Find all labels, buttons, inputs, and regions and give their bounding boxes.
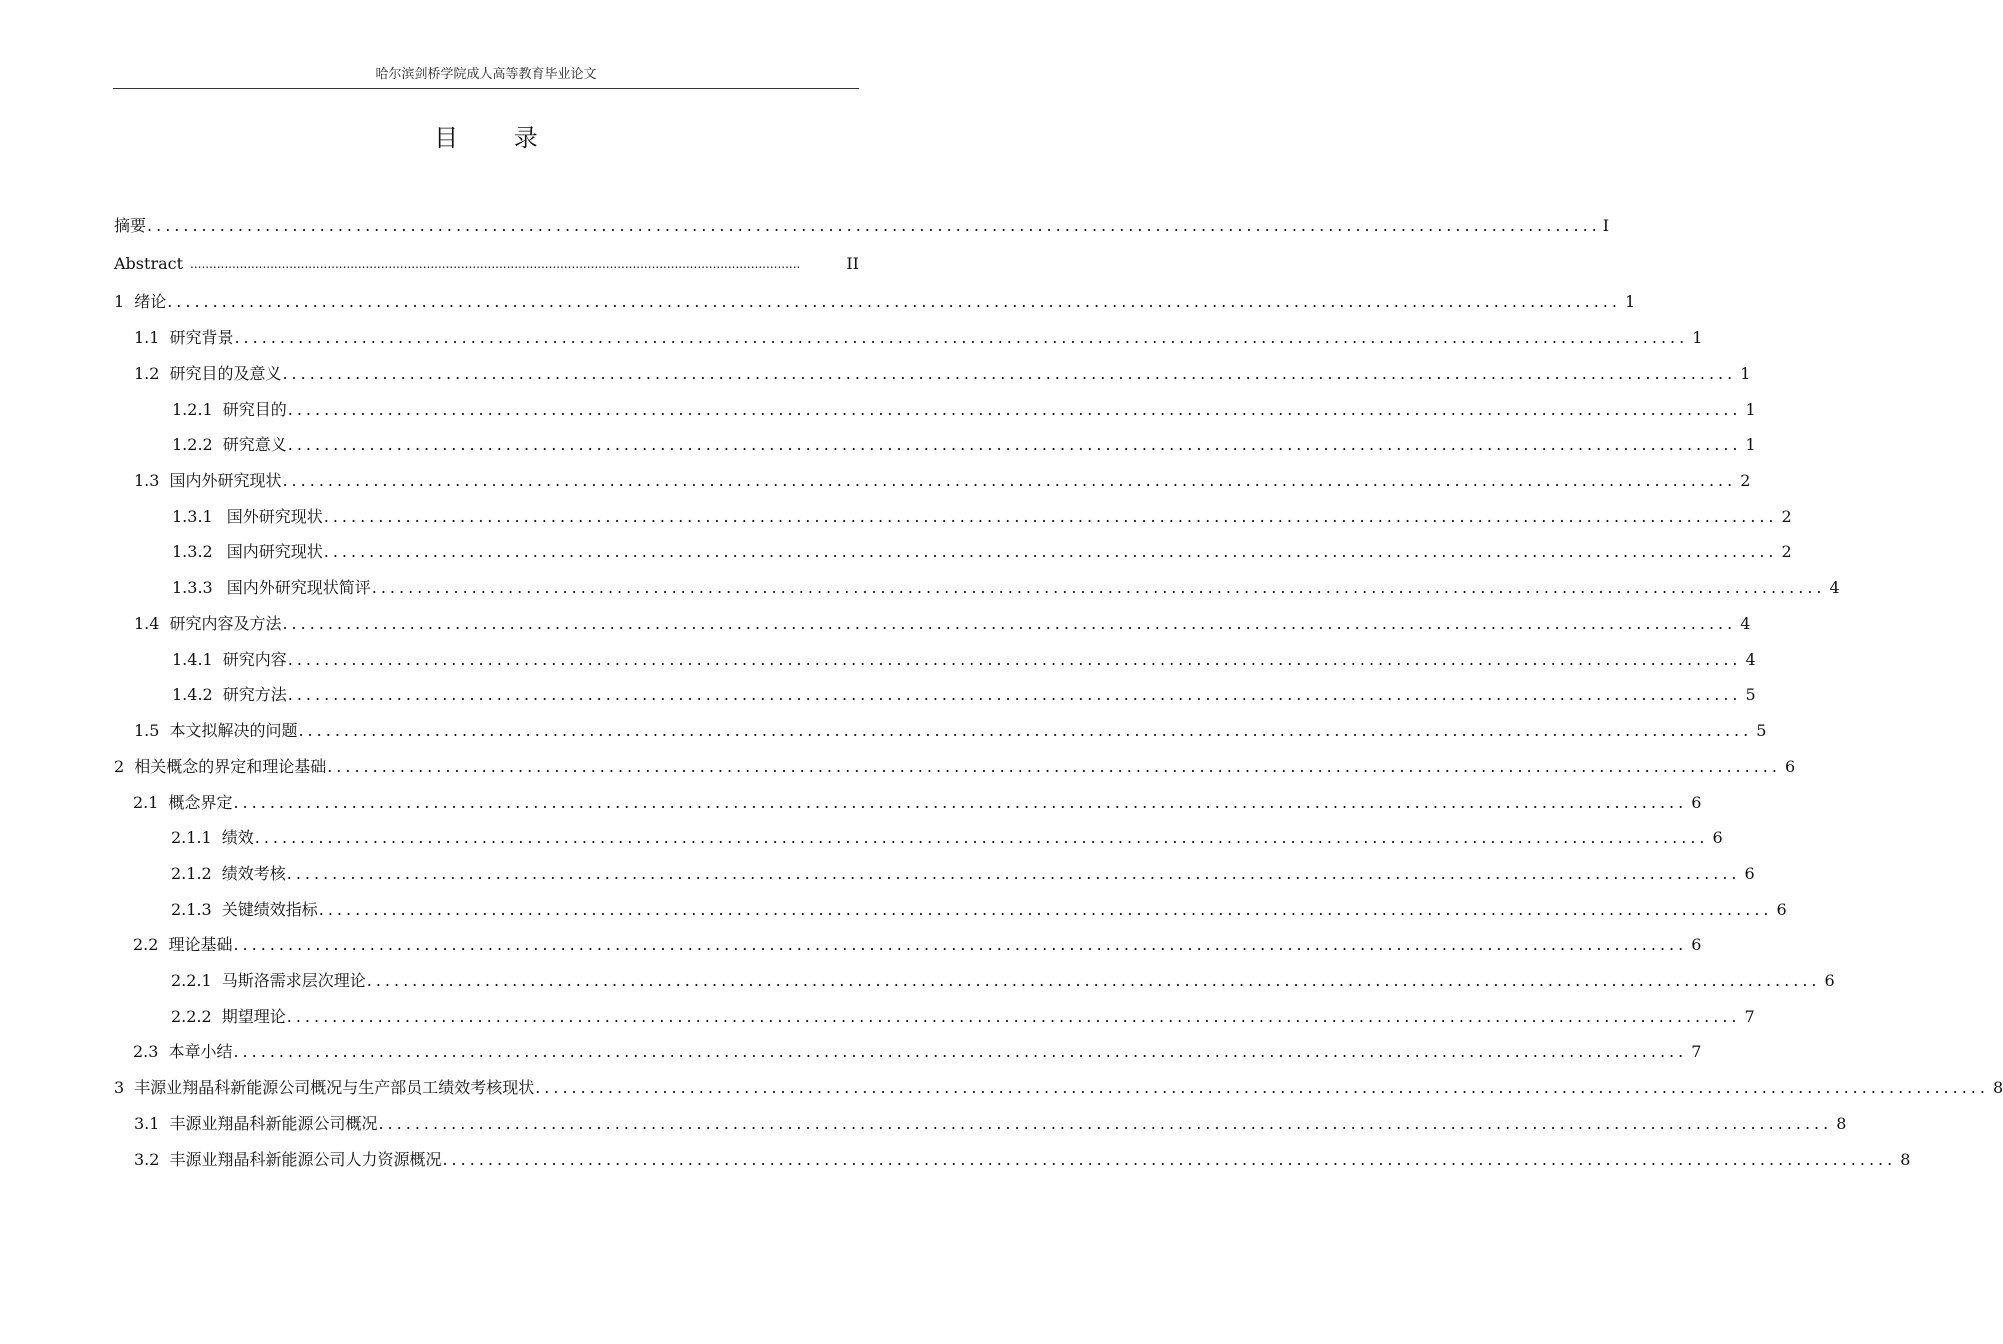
- toc-entry[interactable]: [114, 1074, 2003, 1098]
- toc-entry[interactable]: [133, 789, 1702, 813]
- toc-entry[interactable]: [171, 824, 1723, 848]
- toc-entry-title: 理论基础: [168, 935, 233, 954]
- toc-entry[interactable]: [172, 503, 1792, 527]
- toc-entry-number: 1.3.2: [172, 542, 213, 561]
- toc-entry-page-number: 1: [1692, 328, 1703, 347]
- toc-entry-title: 研究目的及意义: [169, 364, 282, 383]
- dot-leader: ................................................................................................................................................................: [371, 578, 1826, 597]
- toc-entry-title: 摘要: [114, 216, 147, 235]
- toc-entry[interactable]: [114, 212, 1610, 236]
- dot-leader: ................................................................................................................................................................: [323, 542, 1778, 561]
- toc-entry[interactable]: [171, 967, 1835, 991]
- toc-entry[interactable]: [114, 250, 859, 274]
- toc-entry-page-number: 6: [1691, 935, 1702, 954]
- dot-leader: ................................................................................................................................................................: [234, 328, 1689, 347]
- toc-entry[interactable]: [172, 396, 1756, 420]
- toc-entry-number: 2.1.1: [171, 828, 212, 847]
- toc-entry-number: 1.4: [134, 614, 160, 633]
- toc-entry-title: 研究内容及方法: [169, 614, 282, 633]
- toc-entry-number: 2: [114, 757, 125, 776]
- toc-entry-title: 关键绩效指标: [221, 900, 318, 919]
- toc-entry-page-number: 1: [1624, 292, 1636, 311]
- dot-leader: ................................................................................................................................................................: [442, 1150, 1897, 1169]
- dot-leader: ................................................................................................................................................................: [147, 216, 1601, 235]
- dot-leader: ................................................................................................................................................................: [167, 292, 1621, 311]
- toc-entry-number: 1: [114, 292, 125, 311]
- toc-entry[interactable]: [134, 1110, 1847, 1134]
- toc-entry-title: 研究背景: [169, 328, 234, 347]
- toc-entry-page-number: 5: [1756, 721, 1767, 740]
- toc-entry-page-number: 5: [1745, 685, 1756, 704]
- toc-entry-number: 1.2.1: [172, 400, 213, 419]
- toc-entry-page-number: 8: [1836, 1114, 1847, 1133]
- toc-entry[interactable]: [172, 646, 1756, 670]
- dot-leader: ................................................................................................................................................................: [282, 614, 1737, 633]
- toc-entry-title: 丰源业翔晶科新能源公司人力资源概况: [169, 1150, 442, 1169]
- toc-entry-title: 绩效考核: [221, 864, 286, 883]
- toc-entry-number: 1.3.3: [172, 578, 213, 597]
- toc-entry-title: 绩效: [221, 828, 254, 847]
- toc-entry-page-number: 6: [1744, 864, 1755, 883]
- dot-leader: ................................................................................................................................................................: [233, 1042, 1688, 1061]
- toc-entry-number: 3.1: [134, 1114, 160, 1133]
- toc-entry-number: 1.4.1: [172, 650, 213, 669]
- toc-entry-number: 2.1.3: [171, 900, 212, 919]
- toc-entry-number: 2.2.2: [171, 1007, 212, 1026]
- toc-entry-page-number: 7: [1744, 1007, 1755, 1026]
- toc-entry-number: 1.4.2: [172, 685, 213, 704]
- toc-entry-title: 绪论: [134, 292, 167, 311]
- toc-entry-number: 2.1: [133, 793, 159, 812]
- toc-entry[interactable]: [134, 360, 1751, 384]
- toc-entry-number: 2.1.2: [171, 864, 212, 883]
- dot-leader: ................................................................................................................................................................: [378, 1114, 1833, 1133]
- dot-leader: ................................................................................................................................................................: [233, 935, 1688, 954]
- dot-leader: ................................................................................................................................................................: [323, 507, 1778, 526]
- toc-entry-page-number: 1: [1740, 364, 1751, 383]
- toc-entry-number: 1.2: [134, 364, 160, 383]
- toc-entry[interactable]: [172, 538, 1792, 562]
- toc-entry-title: 马斯洛需求层次理论: [221, 971, 366, 990]
- toc-entry[interactable]: [133, 1038, 1702, 1062]
- toc-entry[interactable]: [114, 753, 1796, 777]
- toc-entry-title: 概念界定: [168, 793, 233, 812]
- dot-leader: ................................................................................................................................................................: [318, 900, 1773, 919]
- page-title: 目 录: [434, 124, 562, 152]
- toc-entry[interactable]: [171, 860, 1755, 884]
- toc-entry-page-number: 8: [1900, 1150, 1911, 1169]
- dot-leader: ................................................................................................................................................................: [287, 435, 1742, 454]
- dot-leader: ................................................................................................................................................................: [282, 471, 1737, 490]
- toc-entry-title: 研究内容: [222, 650, 287, 669]
- toc-entry[interactable]: [134, 1146, 1911, 1170]
- toc-entry-number: 2.2: [133, 935, 159, 954]
- toc-entry-title: 本章小结: [168, 1042, 233, 1061]
- toc-entry-title: 研究意义: [222, 435, 287, 454]
- toc-entry-title: 丰源业翔晶科新能源公司概况与生产部员工绩效考核现状: [134, 1078, 535, 1097]
- toc-entry-number: 1.3.1: [172, 507, 213, 526]
- toc-entry-title: 研究方法: [222, 685, 287, 704]
- toc-entry-page-number: 6: [1824, 971, 1835, 990]
- dot-leader: ................................................................................................................................................................: [327, 757, 1781, 776]
- toc-entry-page-number: 6: [1691, 793, 1702, 812]
- dot-leader: ................................................................................................................................................................: [254, 828, 1709, 847]
- toc-entry-title: 期望理论: [221, 1007, 286, 1026]
- dot-leader: ................................................................................................................................................................: [190, 257, 801, 271]
- dot-leader: ................................................................................................................................................................: [287, 650, 1742, 669]
- toc-entry-number: 3: [114, 1078, 125, 1097]
- toc-entry-title: 丰源业翔晶科新能源公司概况: [169, 1114, 378, 1133]
- toc-entry[interactable]: [134, 610, 1751, 634]
- dot-leader: ................................................................................................................................................................: [286, 864, 1741, 883]
- toc-entry-number: 1.3: [134, 471, 160, 490]
- toc-entry-title: 国内研究现状: [226, 542, 323, 561]
- toc-entry-page-number: 4: [1829, 578, 1840, 597]
- toc-entry-page-number: 7: [1691, 1042, 1702, 1061]
- dot-leader: ................................................................................................................................................................: [286, 1007, 1741, 1026]
- toc-entry[interactable]: [134, 324, 1703, 348]
- toc-entry[interactable]: [172, 574, 1840, 598]
- toc-entry-page-number: I: [1602, 216, 1610, 235]
- toc-entry-page-number: 2: [1740, 471, 1751, 490]
- dot-leader: ................................................................................................................................................................: [287, 685, 1742, 704]
- toc-entry-title: 本文拟解决的问题: [169, 721, 298, 740]
- toc-entry[interactable]: [134, 467, 1751, 491]
- toc-entry-title: 相关概念的界定和理论基础: [134, 757, 327, 776]
- toc-entry-number: 1.5: [134, 721, 160, 740]
- toc-entry-number: 1.1: [134, 328, 160, 347]
- dot-leader: ................................................................................................................................................................: [366, 971, 1821, 990]
- toc-entry-page-number: 6: [1712, 828, 1723, 847]
- toc-entry-page-number: 1: [1745, 435, 1756, 454]
- toc-entry[interactable]: [133, 931, 1702, 955]
- toc-entry-title: 国内外研究现状: [169, 471, 282, 490]
- toc-entry-page-number: 8: [1992, 1078, 2003, 1097]
- dot-leader: ................................................................................................................................................................: [287, 400, 1742, 419]
- toc-entry[interactable]: [172, 431, 1756, 455]
- toc-entry-page-number: 1: [1745, 400, 1756, 419]
- toc-entry-title: 国内外研究现状简评: [226, 578, 371, 597]
- toc-entry[interactable]: [172, 681, 1756, 705]
- toc-entry-title: 国外研究现状: [226, 507, 323, 526]
- toc-entry-page-number: 4: [1745, 650, 1756, 669]
- toc-entry-page-number: 6: [1776, 900, 1787, 919]
- toc-entry-page-number: II: [846, 254, 859, 273]
- toc-entry-number: 2.2.1: [171, 971, 212, 990]
- toc-entry-title: Abstract: [114, 254, 184, 273]
- dot-leader: ................................................................................................................................................................: [535, 1078, 1989, 1097]
- toc-entry-page-number: 2: [1781, 507, 1792, 526]
- toc-entry[interactable]: [171, 896, 1787, 920]
- toc-entry-page-number: 6: [1784, 757, 1796, 776]
- toc-entry-title: 研究目的: [222, 400, 287, 419]
- running-header: 哈尔滨剑桥学院成人高等教育毕业论文: [375, 67, 597, 82]
- dot-leader: ................................................................................................................................................................: [298, 721, 1753, 740]
- toc-entry-number: 1.2.2: [172, 435, 213, 454]
- header-rule: [113, 88, 859, 89]
- toc-entry[interactable]: [114, 288, 1636, 312]
- toc-entry-number: 2.3: [133, 1042, 159, 1061]
- toc-entry-number: 3.2: [134, 1150, 160, 1169]
- toc-entry-page-number: 4: [1740, 614, 1751, 633]
- toc-entry[interactable]: [171, 1003, 1755, 1027]
- toc-entry-page-number: 2: [1781, 542, 1792, 561]
- toc-entry[interactable]: [134, 717, 1767, 741]
- dot-leader: ................................................................................................................................................................: [282, 364, 1737, 383]
- dot-leader: ................................................................................................................................................................: [233, 793, 1688, 812]
